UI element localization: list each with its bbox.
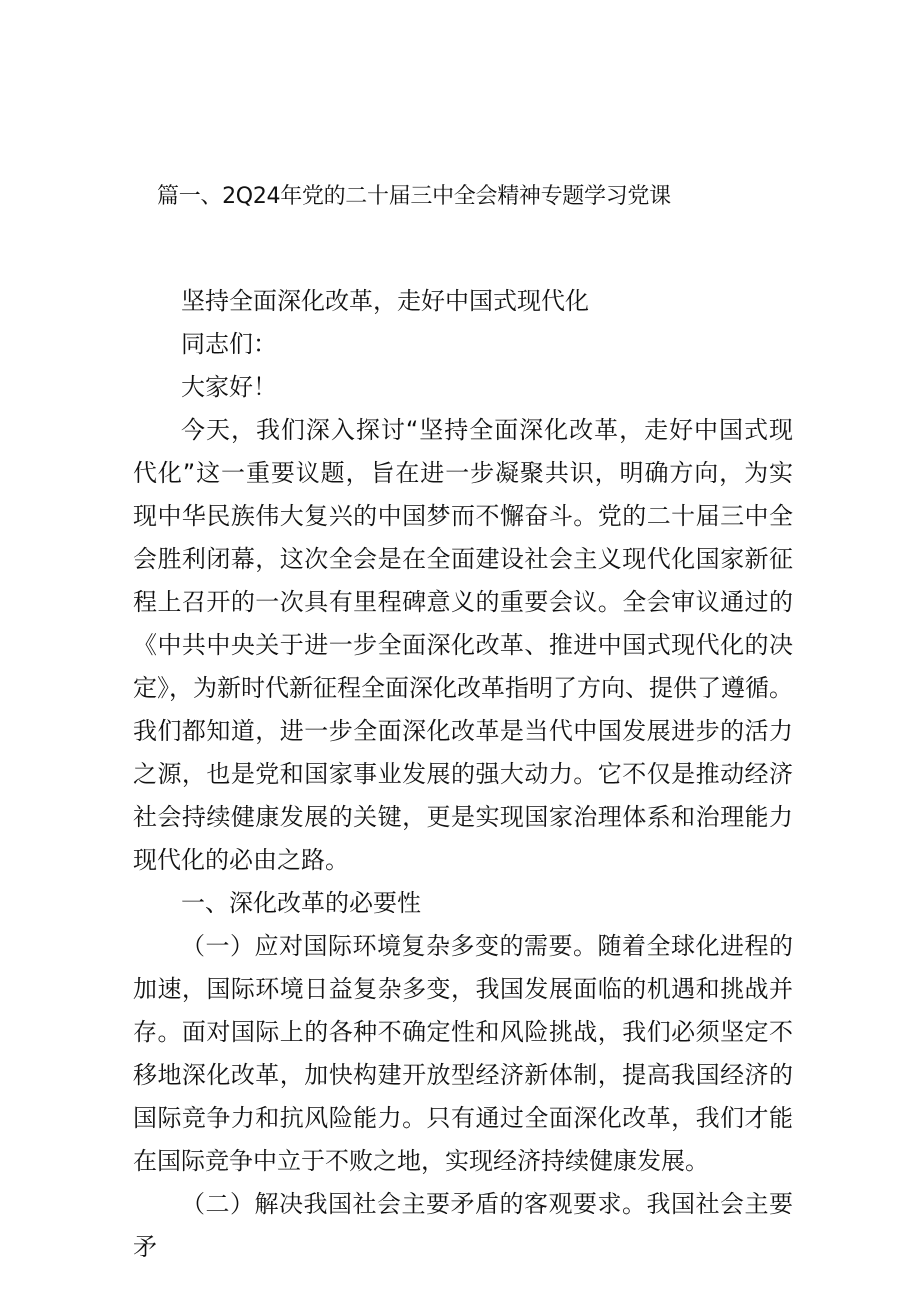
speech-title: 坚持全面深化改革，走好中国式现代化 <box>181 287 589 315</box>
subsection-paragraph-1: （一）应对国际环境复杂多变的需要。随着全球化进程的加速，国际环境日益复杂多变，我国发展面临的机遇和挑战并存。面对国际上的各种不确定性和风险挑战，我们必须坚定不移地深化改革，加快构建开放型经济新体制，提高我国经济的国际竞争力和抗风险能力。只有通过全面深化改革，我们才能在国际竞争中立于不败之地，实现经济持续健康发展。 <box>133 932 793 1175</box>
subsection-paragraph-2: （二）解决我国社会主要矛盾的客观要求。我国社会主要矛 <box>133 1190 793 1261</box>
section-heading: 一、深化改革的必要性 <box>181 889 421 917</box>
greeting: 大家好！ <box>181 373 277 401</box>
intro-paragraph: 今天，我们深入探讨“坚持全面深化改革，走好中国式现代化”这一重要议题，旨在进一步凝聚共识，明确方向，为实现中华民族伟大复兴的中国梦而不懈奋斗。党的二十届三中全会胜利闭幕，这次全会是在全面建设社会主义现代化国家新征程上召开的一次具有里程碑意义的重要会议。全会审议通过的《中共中央关于进一步全面深化改革、推进中国式现代化的决定》，为新时代新征程全面深化改革指明了方向、提供了遵循。我们都知道，进一步全面深化改革是当代中国发展进步的活力之源，也是党和国家事业发展的强大动力。它不仅是推动经济社会持续健康发展的关键，更是实现国家治理体系和治理能力现代化的必由之路。 <box>133 416 793 874</box>
document-title: 篇一、2Q24年党的二十届三中全会精神专题学习党课 <box>157 184 671 209</box>
salutation: 同志们： <box>181 330 277 358</box>
document-body <box>133 280 793 1269</box>
